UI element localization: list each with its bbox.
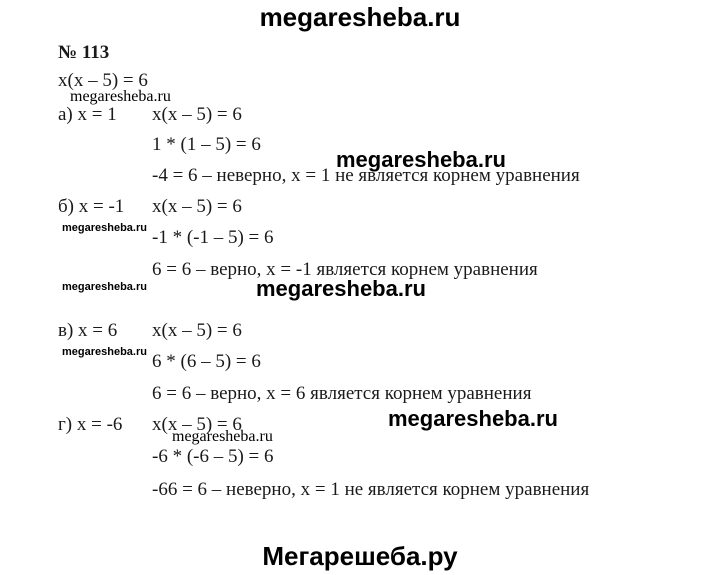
part-d-line-2: -6 * (-6 – 5) = 6 [152, 446, 274, 467]
watermark-big: megaresheba.ru [336, 147, 506, 172]
footer-site-title: Мегарешеба.ру [262, 541, 458, 571]
part-d-line-3: -66 = 6 – неверно, x = 1 не является корнем уравнения [152, 479, 590, 500]
part-b-line-2: -1 * (-1 – 5) = 6 [152, 227, 274, 248]
watermark-small: megaresheba.ru [172, 428, 273, 445]
problem-number: № 113 [58, 42, 110, 63]
watermark-small: megaresheba.ru [62, 346, 147, 358]
watermark-small: megaresheba.ru [62, 281, 147, 293]
part-c-line-3: 6 = 6 – верно, x = 6 является корнем уравнения [152, 383, 532, 404]
watermark-small: megaresheba.ru [70, 88, 171, 105]
part-a-line-2: 1 * (1 – 5) = 6 [152, 134, 261, 155]
part-b-line-3: 6 = 6 – верно, x = -1 является корнем уравнения [152, 259, 538, 280]
part-c-label: в) x = 6 [58, 320, 118, 341]
part-b-line-1: x(x – 5) = 6 [152, 196, 242, 217]
part-a-line-1: x(x – 5) = 6 [152, 104, 242, 125]
problem-equation: x(x – 5) = 6 [58, 70, 148, 91]
watermark-big: megaresheba.ru [256, 276, 426, 301]
part-b-label: б) x = -1 [58, 196, 125, 217]
part-c-line-2: 6 * (6 – 5) = 6 [152, 351, 261, 372]
part-d-label: г) x = -6 [58, 414, 123, 435]
header-site-title: megaresheba.ru [259, 2, 461, 32]
part-a-label: а) x = 1 [58, 104, 117, 125]
part-a-line-3: -4 = 6 – неверно, x = 1 не является корнем уравнения [152, 165, 580, 186]
part-c-line-1: x(x – 5) = 6 [152, 320, 242, 341]
part-d-line-1: x(x – 5) = 6 [152, 414, 242, 435]
watermark-big: megaresheba.ru [388, 406, 558, 431]
watermark-small: megaresheba.ru [62, 222, 147, 234]
